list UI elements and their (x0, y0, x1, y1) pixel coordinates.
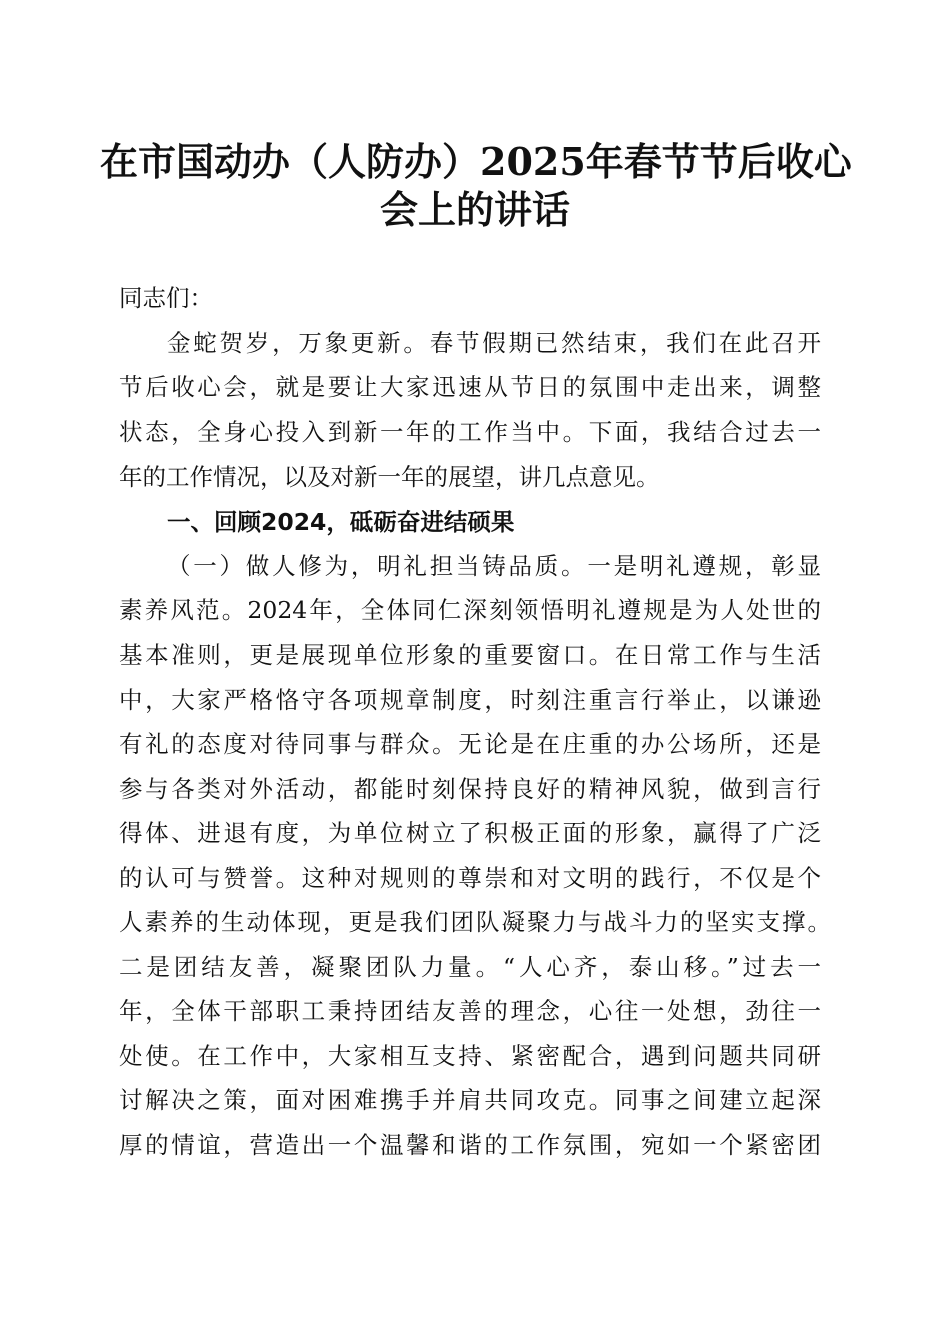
body-line-6: 参与各类对外活动，都能时刻保持良好的精神风貌，做到言行 (119, 775, 821, 803)
body-line-9: 人素养的生动体现，更是我们团队凝聚力与战斗力的坚实支撑。 (119, 908, 831, 936)
intro-line-4: 年的工作情况，以及对新一年的展望，讲几点意见。 (119, 463, 660, 491)
intro-line-3: 状态，全身心投入到新一年的工作当中。下面，我结合过去一 (119, 418, 821, 446)
section-heading: 一、回顾2024，砥砺奋进结硕果 (167, 508, 515, 536)
body-line-2: 素养风范。2024年，全体同仁深刻领悟明礼遵规是为人处世的 (119, 596, 821, 624)
body-line-13: 讨解决之策，面对困难携手并肩共同攻克。同事之间建立起深 (119, 1086, 821, 1114)
intro-line-1: 金蛇贺岁，万象更新。春节假期已然结束，我们在此召开 (167, 329, 821, 357)
body-line-14: 厚的情谊，营造出一个温馨和谐的工作氛围，宛如一个紧密团 (119, 1131, 821, 1159)
document-title-line-1: 在市国动办（人防办）2025年春节节后收心 (100, 139, 852, 184)
body-line-4: 中，大家严格恪守各项规章制度，时刻注重言行举止，以谦逊 (119, 686, 821, 714)
body-line-10: 二是团结友善，凝聚团队力量。“人心齐，泰山移。”过去一 (119, 953, 821, 981)
body-line-11: 年，全体干部职工秉持团结友善的理念，心往一处想，劲往一 (119, 997, 821, 1025)
intro-line-2: 节后收心会，就是要让大家迅速从节日的氛围中走出来，调整 (119, 373, 821, 401)
body-line-8: 的认可与赞誉。这种对规则的尊崇和对文明的践行，不仅是个 (119, 864, 821, 892)
body-line-7: 得体、进退有度，为单位树立了积极正面的形象，赢得了广泛 (119, 819, 821, 847)
body-line-12: 处使。在工作中，大家相互支持、紧密配合，遇到问题共同研 (119, 1042, 821, 1070)
body-line-3: 基本准则，更是展现单位形象的重要窗口。在日常工作与生活 (119, 641, 821, 669)
salutation: 同志们： (119, 284, 213, 312)
body-line-5: 有礼的态度对待同事与群众。无论是在庄重的办公场所，还是 (119, 730, 821, 758)
document-title-line-2: 会上的讲话 (379, 187, 570, 232)
body-line-1: （一）做人修为，明礼担当铸品质。一是明礼遵规，彰显 (167, 552, 821, 580)
